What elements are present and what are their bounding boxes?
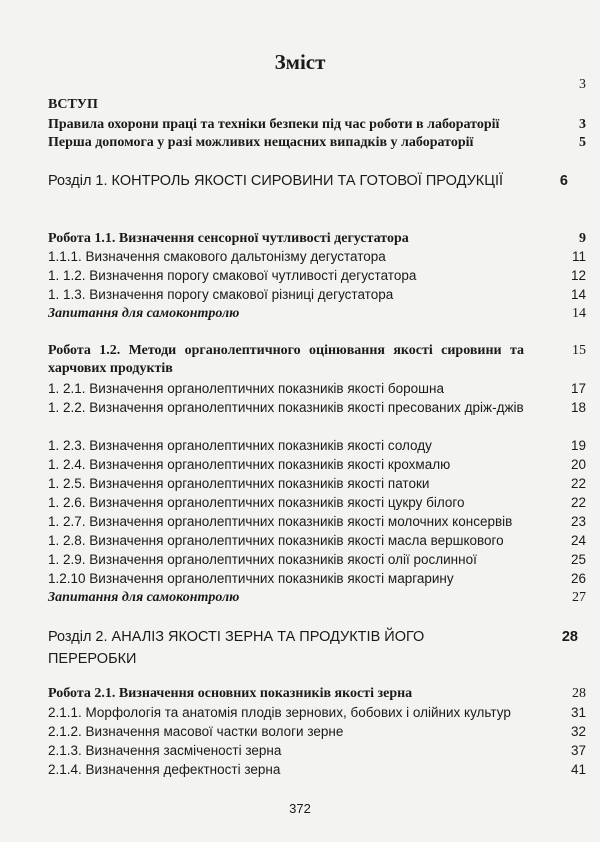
toc-entry: 2.1.1. Морфологія та анатомія плодів зернових, бобових і олійних культур 31 (48, 705, 586, 720)
toc-page-number: 28 (561, 629, 578, 645)
toc-entry: 1. 2.8. Визначення органолептичних показників якості масла вершкового 24 (48, 533, 586, 548)
toc-page-number: 19 (570, 438, 586, 453)
toc-entry: ВСТУП (48, 97, 98, 112)
toc-page-number: 32 (570, 724, 586, 739)
toc-entry: 2.1.3. Визначення засміченості зерна 37 (48, 743, 586, 758)
toc-page-number: 14 (572, 306, 586, 321)
footer-page-number: 372 (289, 801, 311, 816)
toc-page-number: 18 (570, 400, 586, 415)
toc-page-number: 25 (570, 552, 586, 567)
toc-entry: 1. 2.9. Визначення органолептичних показників якості олії рослинної 25 (48, 552, 586, 567)
toc-entry: 1. 2.2. Визначення органолептичних показників якості пресованих дріж-джів 18 (48, 400, 586, 415)
toc-page-number: 15 (572, 343, 586, 358)
toc-entry: 1.2.10 Визначення органолептичних показників якості маргарину 26 (48, 571, 586, 586)
toc-page-number: 20 (570, 457, 586, 472)
toc-page-number: 37 (570, 743, 586, 758)
toc-page-number: 22 (570, 495, 586, 510)
toc-section-heading: Розділ 2. АНАЛІЗ ЯКОСТІ ЗЕРНА ТА ПРОДУКТІВ ЙОГО ПЕРЕРОБКИ 28 (48, 626, 578, 670)
toc-page-number: 3 (579, 117, 586, 132)
toc-page-number: 31 (570, 705, 586, 720)
toc-entry: Правила охорони праці та техніки безпеки під час роботи в лабораторії 3 (48, 117, 586, 132)
toc-page-number: 41 (570, 762, 586, 777)
toc-entry: 1. 2.5. Визначення органолептичних показників якості патоки 22 (48, 476, 586, 491)
toc-page-number: 9 (579, 231, 586, 246)
toc-page-number: 26 (570, 571, 586, 586)
toc-entry: 1. 1.2. Визначення порогу смакової чутливості дегустатора 12 (48, 268, 586, 283)
toc-page-number: 5 (579, 135, 586, 150)
toc-page-number: 28 (572, 686, 586, 701)
toc-page-number: 17 (570, 381, 586, 396)
toc-section-heading: Розділ 1. КОНТРОЛЬ ЯКОСТІ СИРОВИНИ ТА ГОТОВОЇ ПРОДУКЦІЇ 6 (48, 170, 568, 192)
toc-entry: Перша допомога у разі можливих нещасних випадків у лабораторії 5 (48, 135, 586, 150)
toc-page-number: 3 (579, 77, 586, 92)
toc-entry: 1. 2.6. Визначення органолептичних показників якості цукру білого 22 (48, 495, 586, 510)
toc-page-number: 6 (559, 173, 568, 189)
toc-entry: Робота 2.1. Визначення основних показників якості зерна 28 (48, 686, 586, 701)
toc-entry: Робота 1.2. Методи органолептичного оцінювання якості сировини та харчових продуктів 15 (48, 343, 586, 376)
toc-entry: 1. 2.3. Визначення органолептичних показників якості солоду 19 (48, 438, 586, 453)
toc-entry: 1. 1.3. Визначення порогу смакової різниці дегустатора 14 (48, 287, 586, 302)
toc-entry: Робота 1.1. Визначення сенсорної чутливості дегустатора 9 (48, 231, 586, 246)
toc-page-number: 24 (570, 533, 586, 548)
toc-page-number: 12 (570, 268, 586, 283)
toc-entry: Запитання для самоконтролю 27 (48, 590, 586, 605)
toc-page-number: 14 (570, 287, 586, 302)
page-title: Зміст (274, 50, 326, 74)
toc-entry: 1. 2.7. Визначення органолептичних показників якості молочних консервів 23 (48, 514, 586, 529)
toc-page-number: 27 (572, 590, 586, 605)
toc-entry: 2.1.4. Визначення дефектності зерна 41 (48, 762, 586, 777)
toc-page-number: 23 (570, 514, 586, 529)
toc-entry: 1. 2.4. Визначення органолептичних показників якості крохмалю 20 (48, 457, 586, 472)
toc-entry: Запитання для самоконтролю 14 (48, 306, 586, 321)
toc-entry: 1. 2.1. Визначення органолептичних показників якості борошна 17 (48, 381, 586, 396)
toc-entry: 2.1.2. Визначення масової частки вологи зерне 32 (48, 724, 586, 739)
toc-page-number: 22 (570, 476, 586, 491)
toc-entry: 1.1.1. Визначення смакового дальтонізму дегустатора 11 (48, 249, 586, 264)
toc-page-number: 11 (571, 249, 586, 264)
